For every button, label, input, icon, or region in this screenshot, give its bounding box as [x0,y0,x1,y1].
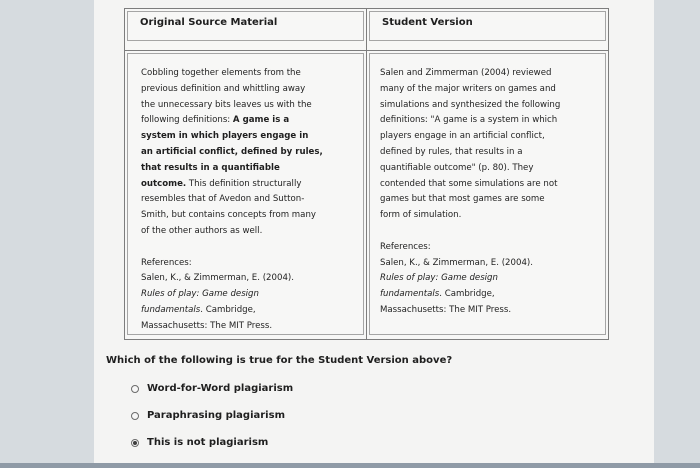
original-reference-line: Massachusetts: The MIT Press. [141,320,273,331]
option-label[interactable]: Word-for-Word plagiarism [147,383,294,394]
radio-button[interactable] [131,412,139,420]
radio-button[interactable] [131,385,139,393]
option-paraphrasing[interactable] [131,410,285,421]
original-text-span: following definitions: [141,115,233,126]
student-reference-title: Rules of play: Game design [380,273,498,284]
student-line: Salen and Zimmerman (2004) reviewed [380,68,552,78]
original-reference-title: fundamentals [141,304,201,315]
original-line: the unnecessary bits leaves us with the [141,99,312,110]
table-body-row [125,51,609,340]
spacer [380,224,599,240]
student-line: defined by rules, that results in a [380,146,523,157]
original-bold-line: that results in a quantifiable [141,162,280,173]
original-bold-text: outcome. [141,178,187,189]
student-line: definitions: "A game is a system in which [380,115,558,126]
original-text [127,53,364,335]
original-reference-line: Salen, K., & Zimmerman, E. (2004). [141,273,295,284]
student-text [369,53,606,335]
option-label[interactable]: Paraphrasing plagiarism [147,410,285,421]
original-reference-line [141,303,357,319]
original-line [141,113,357,129]
header-original [125,9,367,51]
option-label[interactable]: This is not plagiarism [147,437,269,448]
student-reference-title: fundamentals [380,289,440,300]
question-text: Which of the following is true for the Student Version above? [106,355,453,366]
original-references-label: References: [141,257,192,268]
student-line: many of the major writers on games and [380,83,556,94]
original-line: resembles that of Avedon and Sutton- [141,194,305,205]
header-original-label: Original Source Material [140,17,278,28]
option-not-plagiarism[interactable] [131,437,268,448]
table-header-row [125,9,609,51]
student-reference-text: . Cambridge, [439,289,495,300]
header-student-label: Student Version [382,17,473,28]
radio-button-selected[interactable] [131,439,139,447]
student-cell [367,51,609,340]
original-reference-title: Rules of play: Game design [141,289,259,300]
student-line: games but that most games are some [380,194,545,205]
original-bold-line: system in which players engage in [141,131,309,142]
original-line: of the other authors as well. [141,225,263,236]
student-line: quantifiable outcome" (p. 80). They [380,162,534,173]
original-line: previous definition and whittling away [141,83,306,94]
original-bold-line: an artificial conflict, defined by rules, [141,146,323,157]
header-student [367,9,609,51]
original-text-span: This definition structurally [186,178,302,189]
student-line: form of simulation. [380,210,462,221]
student-references-label: References: [380,241,431,252]
student-line: players engage in an artificial conflict, [380,131,545,142]
original-line: Smith, but contains concepts from many [141,210,316,221]
original-reference-text: . Cambridge, [200,304,256,315]
student-reference-line: Massachusetts: The MIT Press. [380,304,512,315]
student-line: contended that some simulations are not [380,178,558,189]
comparison-table [124,8,609,340]
bottom-bar [0,463,700,468]
original-line [141,177,357,193]
student-line: simulations and synthesized the following [380,99,561,110]
option-word-for-word[interactable] [131,383,293,394]
student-reference-line: Salen, K., & Zimmerman, E. (2004). [380,257,534,268]
spacer [141,240,357,256]
original-bold-text: A game is a [232,115,290,126]
original-line: Cobbling together elements from the [141,68,301,78]
original-cell [125,51,367,340]
student-reference-line [380,287,599,303]
